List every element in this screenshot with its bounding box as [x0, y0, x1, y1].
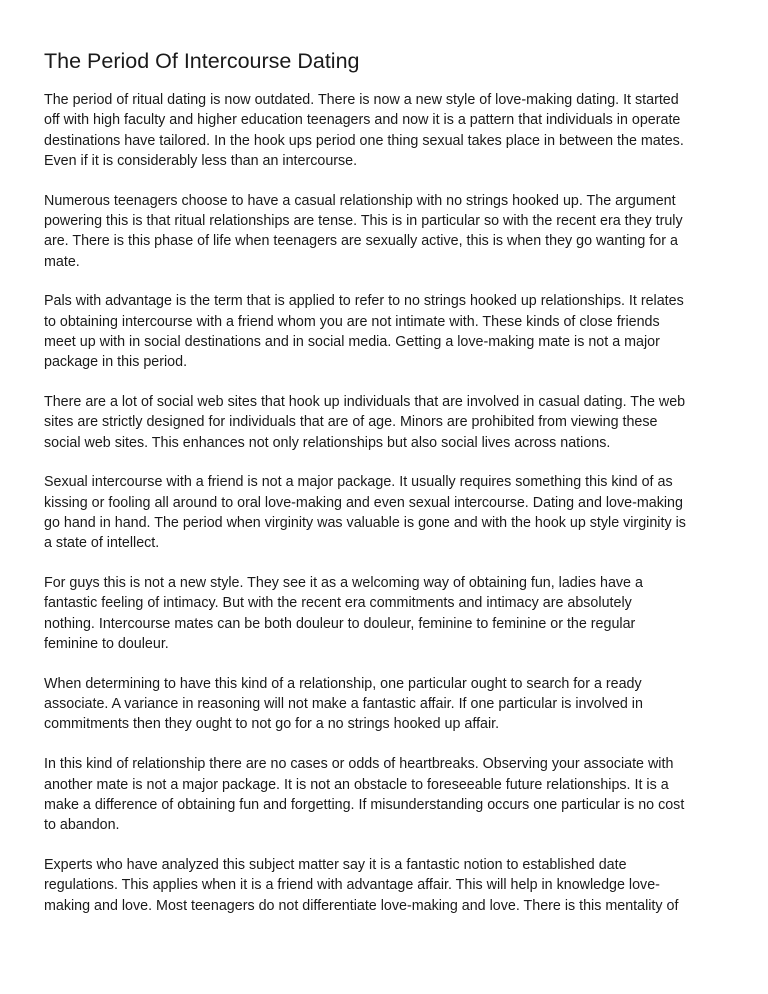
paragraph-3 — [44, 291, 726, 372]
paragraph-6 — [44, 573, 726, 654]
paragraph-4 — [44, 392, 726, 453]
text-line: The period of ritual dating is now outdated. There is now a new style of love-making dating. It started — [44, 92, 679, 108]
text-line: Even if it is considerably less than an intercourse. — [44, 152, 358, 169]
text-line: When determining to have this kind of a relationship, one particular ought to search for a ready — [44, 675, 642, 692]
paragraph-7 — [44, 674, 726, 735]
text-line: Experts who have analyzed this subject matter say it is a fantastic notion to established date — [44, 856, 627, 873]
text-line: In this kind of relationship there are no cases or odds of heartbreaks. Observing your associate with — [44, 756, 674, 773]
text-line: regulations. This applies when it is a friend with advantage affair. This will help in knowledge love- — [44, 877, 660, 894]
text-line: to obtaining intercourse with a friend whom you are not intimate with. These kinds of close friends — [44, 313, 660, 330]
text-line: go hand in hand. The period when virginity was valuable is gone and with the hook up style virginity is — [44, 515, 686, 532]
text-line: destinations have tailored. In the hook ups period one thing sexual takes place in between the mates. — [44, 132, 684, 149]
text-line: to abandon. — [44, 817, 120, 834]
paragraph-2 — [44, 191, 726, 272]
text-line: For guys this is not a new style. They see it as a welcoming way of obtaining fun, ladies have a — [44, 575, 643, 592]
document-page — [44, 46, 726, 935]
paragraph-1 — [44, 90, 726, 171]
text-line: associate. A variance in reasoning will not make a fantastic affair. If one particular is involved in — [44, 696, 643, 713]
text-line: powering this is that ritual relationships are tense. This is in particular so with the recent era they truly — [44, 212, 683, 229]
text-line: are. There is this phase of life when teenagers are sexually active, this is when they go wanting for a — [44, 233, 678, 250]
text-line: Sexual intercourse with a friend is not a major package. It usually requires something this kind of as — [44, 474, 673, 491]
text-line: off with high faculty and higher education teenagers and now it is a pattern that individuals in operate — [44, 112, 681, 129]
text-line: fantastic feeling of intimacy. But with the recent era commitments and intimacy are absolutely — [44, 595, 632, 612]
text-line: sites are strictly designed for individuals that are of age. Minors are prohibited from viewing these — [44, 414, 658, 431]
paragraph-5 — [44, 472, 726, 553]
text-line: mate. — [44, 253, 80, 270]
document-title: The Period Of Intercourse Dating — [44, 49, 360, 73]
text-line: make a difference of obtaining fun and forgetting. If misunderstanding occurs one particular is no cost — [44, 796, 685, 813]
text-line: making and love. Most teenagers do not differentiate love-making and love. There is this mentality of — [44, 897, 679, 914]
paragraph-8 — [44, 754, 726, 835]
text-line: another mate is not a major package. It is not an obstacle to foreseeable future relationships. It is a — [44, 776, 669, 793]
text-line: social web sites. This enhances not only relationships but also social lives across nations. — [44, 434, 611, 451]
text-line: kissing or fooling all around to oral love-making and even sexual intercourse. Dating and love-making — [44, 494, 683, 511]
text-line: There are a lot of social web sites that hook up individuals that are involved in casual dating. The web — [44, 394, 686, 411]
text-line: commitments then they ought to not go for a no strings hooked up affair. — [44, 716, 500, 733]
text-line: feminine to douleur. — [44, 636, 169, 653]
text-line: Numerous teenagers choose to have a casual relationship with no strings hooked up. The argument — [44, 192, 676, 209]
document-body — [44, 90, 726, 916]
text-line: Pals with advantage is the term that is applied to refer to no strings hooked up relationships. It relates — [44, 293, 684, 310]
text-line: nothing. Intercourse mates can be both douleur to douleur, feminine to feminine or the regular — [44, 615, 636, 632]
text-line: package in this period. — [44, 354, 188, 371]
text-line: meet up with in social destinations and in social media. Getting a love-making mate is not a major — [44, 333, 660, 350]
text-line: a state of intellect. — [44, 535, 160, 552]
paragraph-9 — [44, 855, 726, 916]
